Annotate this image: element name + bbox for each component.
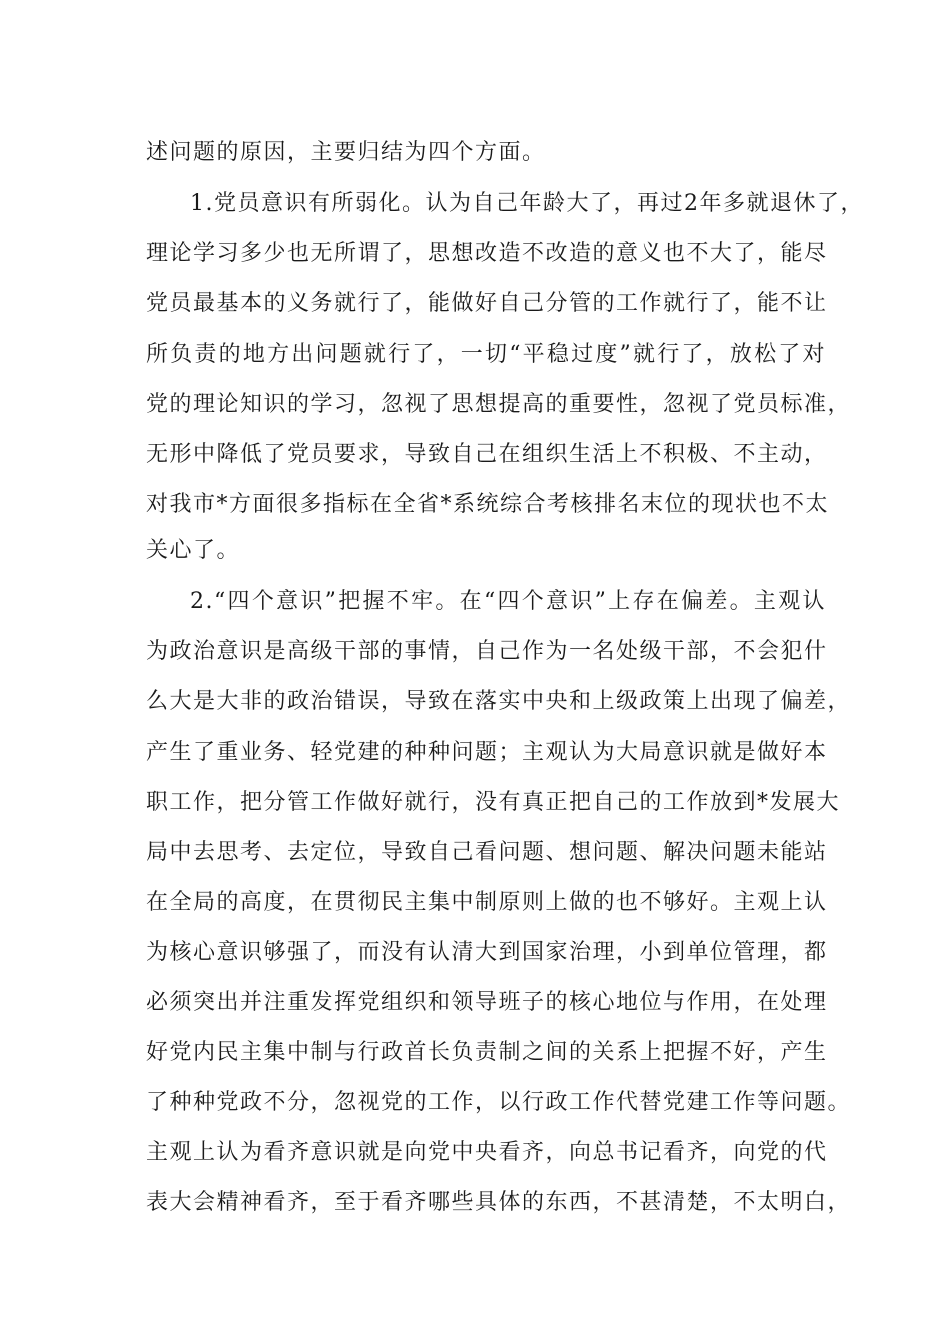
paragraph-2-first-line: 2.“四个意识”把握不牢。在“四个意识”上存在偏差。主观认 xyxy=(190,589,826,614)
text-line: 好党内民主集中制与行政首长负责制之间的关系上把握不好，产生 xyxy=(146,1040,828,1065)
text-line: 了种种党政不分，忽视党的工作，以行政工作代替党建工作等问题。 xyxy=(146,1090,852,1115)
text-line: 主观上认为看齐意识就是向党中央看齐，向总书记看齐，向党的代 xyxy=(146,1140,828,1165)
text-line: 关心了。 xyxy=(146,538,241,563)
text-line: 为政治意识是高级干部的事情，自己作为一名处级干部，不会犯什 xyxy=(146,639,828,664)
text-line: 职工作，把分管工作做好就行，没有真正把自己的工作放到*发展大 xyxy=(146,790,841,815)
text-line: 产生了重业务、轻党建的种种问题；主观认为大局意识就是做好本 xyxy=(146,740,828,765)
text-line: 必须突出并注重发挥党组织和领导班子的核心地位与作用，在处理 xyxy=(146,990,828,1015)
text-line: 在全局的高度，在贯彻民主集中制原则上做的也不够好。主观上认 xyxy=(146,890,828,915)
text-line: 表大会精神看齐，至于看齐哪些具体的东西，不甚清楚，不太明白， xyxy=(146,1190,852,1215)
text-line: 局中去思考、去定位，导致自己看问题、想问题、解决问题未能站 xyxy=(146,840,828,865)
text-line: 所负责的地方出问题就行了，一切“平稳过度”就行了，放松了对 xyxy=(146,342,826,367)
paragraph-1-first-line: 1.党员意识有所弱化。认为自己年龄大了，再过2年多就退休了， xyxy=(190,191,864,216)
text-line: 述问题的原因，主要归结为四个方面。 xyxy=(146,140,546,165)
text-line: 党的理论知识的学习，忽视了思想提高的重要性，忽视了党员标准， xyxy=(146,392,852,417)
text-line: 么大是大非的政治错误，导致在落实中央和上级政策上出现了偏差， xyxy=(146,689,852,714)
text-line: 无形中降低了党员要求，导致自己在组织生活上不积极、不主动， xyxy=(146,442,828,467)
text-line: 为核心意识够强了，而没有认清大到国家治理，小到单位管理，都 xyxy=(146,940,828,965)
text-line: 党员最基本的义务就行了，能做好自己分管的工作就行了，能不让 xyxy=(146,291,828,316)
text-line: 对我市*方面很多指标在全省*系统综合考核排名末位的现状也不太 xyxy=(146,492,830,517)
text-line: 理论学习多少也无所谓了，思想改造不改造的意义也不大了，能尽 xyxy=(146,241,828,266)
